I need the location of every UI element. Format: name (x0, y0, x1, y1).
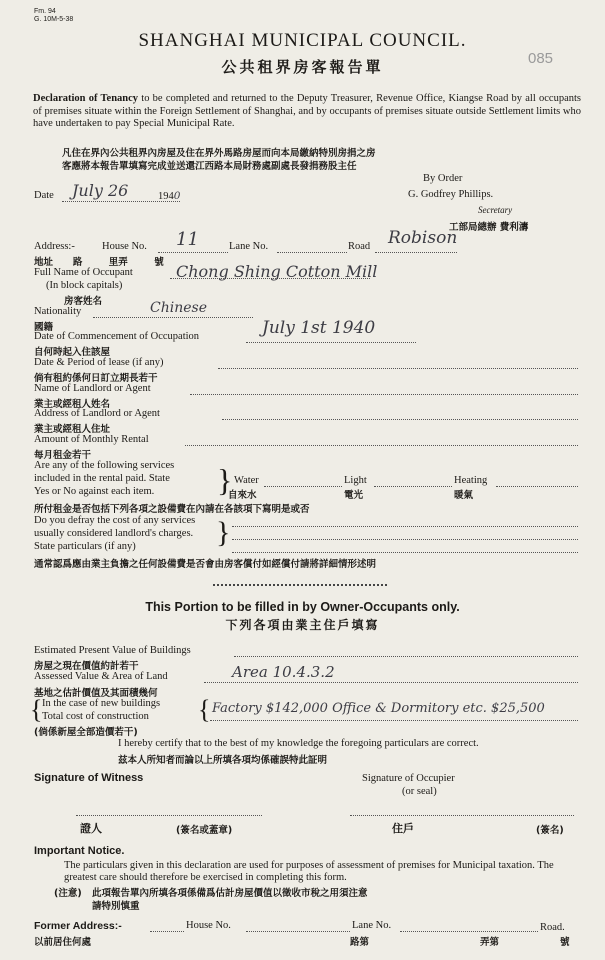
certify-cn: 兹本人所知者而論以上所填各項均係確誤特此証明 (118, 755, 328, 766)
lease-cn: 倘有租約係何日訂立期長若干 (34, 373, 158, 384)
sign-or-seal-cn: (簽名或蓋章) (176, 825, 233, 836)
services-line-2: included in the rental paid. State (34, 473, 170, 484)
occupant-value[interactable]: Chong Shing Cotton Mill (176, 262, 378, 281)
former-lane-label: Lane No. (352, 920, 392, 931)
former-road-cn: 弄第 (480, 937, 500, 948)
land-cn: 基地之估計價值及其面積幾何 (34, 688, 158, 699)
former-address-cn: 以前居住何處 (34, 937, 92, 948)
notice-cn-line-2: 請特別慎重 (92, 901, 140, 912)
address-cn: 地址 路 里弄 號 (34, 257, 164, 268)
owner-heading-cn: 下列各項由業主住戶填寫 (225, 618, 380, 632)
value-label: Estimated Present Value of Buildings (34, 645, 191, 656)
address-label: Address:- (34, 241, 75, 252)
nationality-cn: 國籍 (34, 322, 54, 333)
occupant-label: Full Name of Occupant (34, 267, 133, 278)
occupier-signature-sub: (or seal) (402, 786, 437, 797)
services-line-1: Are any of the following services (34, 460, 175, 471)
landlord-cn: 業主或經租人姓名 (34, 399, 111, 410)
notice-text: The particulars given in this declaration are used for purposes of assessment of premises for Municipal taxation. The greatest care should therefore be exercised in completing this form. (64, 860, 554, 883)
notice-cn-line-1: 此項報告單內所填各項係備爲估計房屋價值以徵收市稅之用須注意 (92, 888, 368, 899)
occupant-cn: 房客姓名 (64, 296, 103, 307)
declaration-cn-line-1: 凡住在界內公共租界內房屋及住在界外馬路房屋而向本局繳納特別房捐之房 (62, 148, 376, 159)
former-address-label: Former Address:- (34, 920, 122, 932)
landlord-address-label: Address of Landlord or Agent (34, 408, 160, 419)
light-cn: 電光 (344, 490, 364, 501)
landlord-address-cn: 業主或經租人住址 (34, 424, 111, 435)
former-house-label: House No. (186, 920, 231, 931)
defray-line-2: usually considered landlord's charges. (34, 528, 194, 539)
commencement-cn: 自何時起入住該屋 (34, 347, 111, 358)
form-number: Fm. 94 G. 10M-5-38 (34, 8, 74, 23)
land-value[interactable]: Area 10.4.3.2 (232, 663, 335, 681)
owner-heading: This Portion to be filled in by Owner-Occupants only. (145, 600, 460, 614)
date-year-prefix: 194 (158, 191, 174, 202)
by-order: By Order (423, 173, 463, 184)
value-cn: 房屋之現在價值約計若干 (34, 661, 139, 672)
lease-label: Date & Period of lease (if any) (34, 357, 164, 368)
former-lane-cn: 路第 (350, 937, 370, 948)
road-value[interactable]: Robison (388, 228, 458, 248)
services-line-3: Yes or No against each item. (34, 486, 155, 497)
lane-no-label: Lane No. (229, 241, 269, 252)
new-buildings-value[interactable]: Factory $142,000 Office & Dormitory etc. $25,500 (212, 701, 545, 716)
notice-cn-label: (注意) (54, 888, 82, 899)
signatory-role-cn: 工部局總辦 費利濤 (449, 222, 529, 233)
page-title-cn: 公共租界房客報告單 (221, 58, 384, 76)
notice-heading: Important Notice. (34, 845, 125, 857)
declaration-text: to be completed and returned to the Deputy Treasurer, Revenue Office, Kiangse Road by all occupants of premises situate within the Foreign Settlement of Shanghai, and by occupants of premises situate outside Settlement limits who have undertaken to pay Special Municipal Rate. (33, 93, 581, 129)
date-label: Date (34, 190, 54, 201)
certify-text: I hereby certify that to the best of my knowledge the foregoing particulars are correct. (118, 738, 479, 749)
heating-cn: 暖氣 (454, 490, 474, 501)
declaration-paragraph (33, 93, 581, 131)
document-stamp-number: 085 (528, 50, 554, 67)
witness-cn[interactable]: 證人 (80, 822, 102, 835)
heating-label: Heating (454, 475, 488, 486)
page-title: SHANGHAI MUNICIPAL COUNCIL. (138, 30, 467, 51)
declaration-lead: Declaration of Tenancy (33, 93, 139, 104)
landlord-label: Name of Landlord or Agent (34, 383, 151, 394)
services-cn: 所付租金是否包括下列各項之設備費在內請在各該項下寫明是或否 (34, 504, 310, 515)
new-buildings-line-1: In the case of new buildings (42, 698, 161, 709)
former-road-label: Road. (540, 922, 565, 933)
nationality-value[interactable]: Chinese (150, 300, 207, 316)
date-value[interactable]: July 26 (72, 181, 129, 200)
occupier-signature-label: Signature of Occupier (362, 773, 455, 784)
land-label: Assessed Value & Area of Land (34, 671, 168, 682)
house-no-value[interactable]: 11 (176, 229, 199, 250)
occupant-sub: (In block capitals) (46, 280, 123, 291)
nationality-label: Nationality (34, 306, 82, 317)
commencement-label: Date of Commencement of Occupation (34, 331, 200, 342)
water-label: Water (234, 475, 259, 486)
new-buildings-cn: (倘係新屋全部造價若干) (34, 727, 138, 738)
former-no-cn: 號 (560, 937, 570, 948)
signatory-name: G. Godfrey Phillips. (408, 189, 494, 200)
light-label: Light (344, 475, 367, 486)
rental-cn: 每月租金若干 (34, 450, 92, 461)
date-year-suffix[interactable]: 0 (173, 190, 181, 202)
witness-signature-label: Signature of Witness (34, 772, 144, 784)
commencement-value[interactable]: July 1st 1940 (262, 318, 376, 338)
occupant-sign-cn[interactable]: 住戶 (392, 822, 414, 835)
signatory-role: Secretary (478, 205, 513, 215)
declaration-cn-line-2: 客應將本報告單填寫完成並送還江西路本局財務處副處長發捐務股主任 (62, 161, 357, 172)
road-label: Road (348, 241, 371, 252)
house-no-label: House No. (102, 241, 147, 252)
water-cn: 自來水 (228, 490, 257, 501)
defray-cn: 通常認爲應由業主負擔之任何設備費是否會由房客償付如經償付請將詳細情形述明 (34, 559, 377, 570)
new-buildings-line-2: Total cost of construction (42, 711, 149, 722)
rental-label: Amount of Monthly Rental (34, 434, 149, 445)
defray-line-3: State particulars (if any) (34, 541, 136, 552)
sign-cn: (簽名) (536, 825, 564, 836)
defray-line-1: Do you defray the cost of any services (34, 515, 196, 526)
